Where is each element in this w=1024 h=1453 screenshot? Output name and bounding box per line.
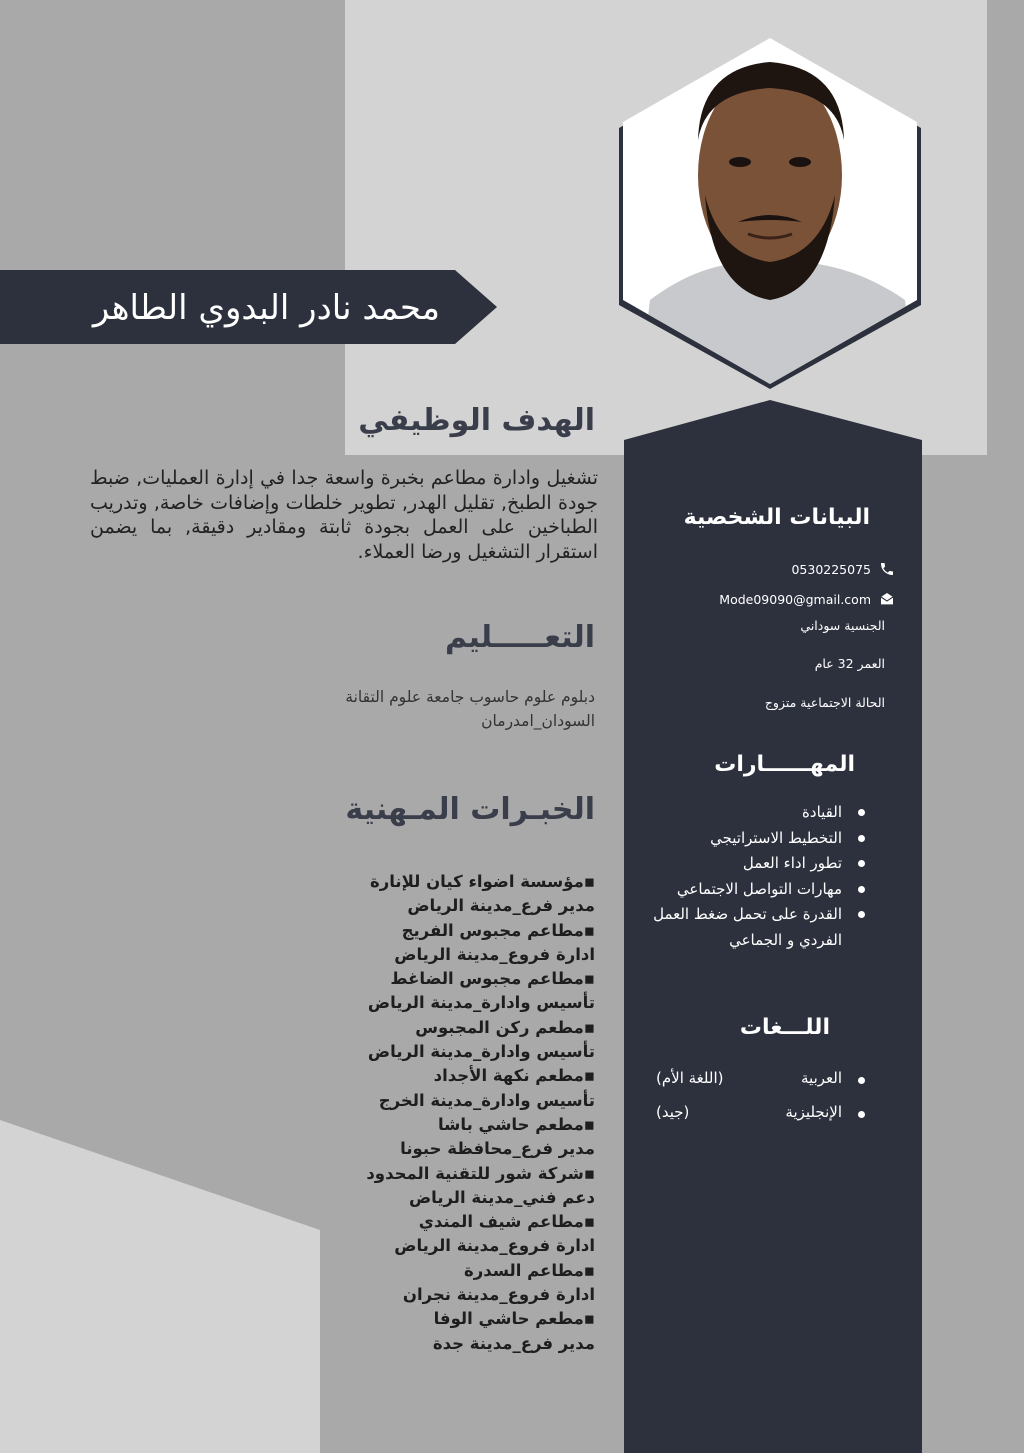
experience-item: ▪مطاعم مجبوس الفريج [401,920,595,940]
skill-item: القدرة على تحمل ضغط العمل الفردي و الجماعي [640,902,870,953]
experience-item: ▪مطعم حاشي باشا [437,1114,595,1134]
experience-item: مدير فرع_محافظة حبونا [400,1139,595,1159]
skills-list [640,800,870,953]
language-name: الإنجليزية [785,1103,842,1121]
experience-item: تأسيس وادارة_مدينة الخرج [378,1090,595,1110]
experience-item: ▪مطاعم مجبوس الضاغط [390,969,595,989]
experience-item: ادارة فروع_مدينة نجران [402,1285,595,1305]
experience-item: تأسيس وادارة_مدينة الرياض [367,993,595,1013]
bullet [858,1111,865,1118]
experience-item: ▪شركة شور للتقنية المحدود [366,1163,595,1183]
languages-heading: اللـــغات [739,1015,830,1040]
skill-item: تطور اداء العمل [640,851,870,877]
experience-item: مدير فرع_مدينة الرياض [407,896,595,916]
experience-item: ▪مطاعم السدرة [463,1260,595,1280]
education-details [318,685,595,733]
experience-item: تأسيس وادارة_مدينة الرياض [367,1042,595,1062]
phone-row [640,561,895,577]
experience-list [300,870,595,1356]
skill-item: القيادة [640,800,870,826]
envelope-icon [879,591,895,607]
nationality: الجنسية سوداني [800,618,885,633]
email-address[interactable]: Mode09090@gmail.com [719,591,871,607]
skills-heading: المهــــــارات [714,752,855,777]
experience-item: ▪مؤسسة اضواء كيان للإنارة [370,872,595,891]
bullet [858,1077,865,1084]
personal-info-heading: البيانات الشخصية [683,505,870,530]
experience-item: دعم فني_مدينة الرياض [408,1187,595,1207]
bottom-light-band [0,1120,320,1453]
language-level: (اللغة الأم) [656,1069,724,1087]
objective-text: تشغيل وادارة مطاعم بخبرة واسعة جدا في إدارة العمليات, ضبط جودة الطبخ, تقليل الهدر, تطوير خلطات وإضافات خاصة, وتدريب الطباخين على العمل بجودة ثابتة ومقادير دقيقة, بما يضمن استقرار التشغيل ورضا العملاء. [90,467,598,563]
marital-status: الحالة الاجتماعية متزوج [764,695,885,710]
phone-icon [879,561,895,577]
experience-item: ▪مطاعم شيف المندي [418,1212,595,1232]
language-name: العربية [801,1069,842,1087]
candidate-name: محمد نادر البدوي الطاهر [92,288,440,328]
education-location: السودان_امدرمان [481,712,595,730]
language-level: (جيد) [656,1103,690,1121]
language-row [650,1069,870,1093]
language-row [650,1103,870,1127]
experience-heading: الخبـرات المـهنية [345,792,595,827]
education-degree: دبلوم علوم حاسوب جامعة علوم التقانة [345,688,595,706]
objective-heading: الهدف الوظيفي [358,403,595,438]
email-row [640,591,895,607]
experience-item: ادارة فروع_مدينة الرياض [394,944,595,964]
experience-item: ▪مطعم نكهة الأجداد [433,1066,595,1086]
experience-item: ادارة فروع_مدينة الرياض [394,1236,595,1256]
experience-item: ▪مطعم حاشي الوفا [433,1309,595,1329]
education-heading: التعـــــليم [444,620,595,655]
experience-item: مدير فرع_مدينة جدة [432,1333,595,1353]
skill-item: مهارات التواصل الاجتماعي [640,877,870,903]
phone-number[interactable]: 0530225075 [791,561,871,577]
age: العمر 32 عام [814,656,885,671]
experience-item: ▪مطعم ركن المجبوس [415,1017,595,1037]
skill-item: التخطيط الاستراتيجي [640,826,870,852]
